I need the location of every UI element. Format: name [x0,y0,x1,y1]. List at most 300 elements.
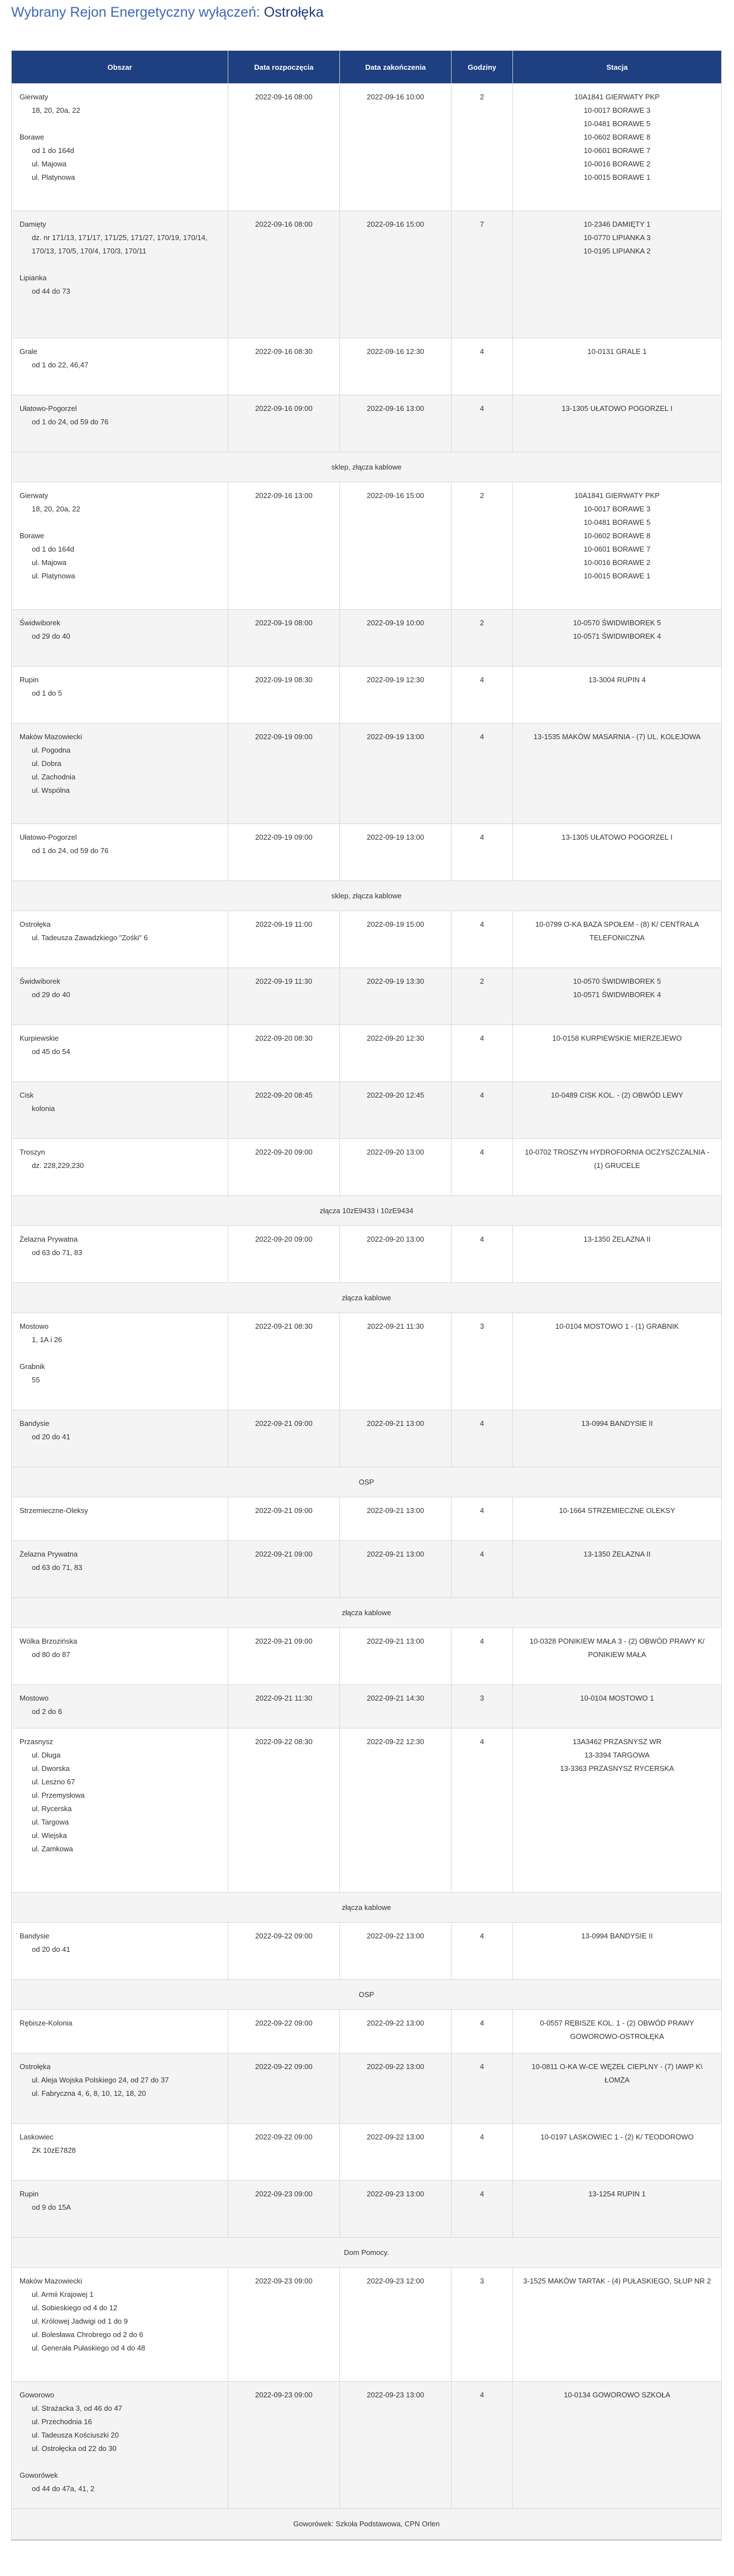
hours-cell: 4 [452,1410,513,1467]
location-block [20,1417,220,1444]
table-row [12,2268,722,2382]
station-name: 13-0994 BANDYSIE II [581,1419,653,1428]
start-date-cell: 2022-09-21 09:00 [228,1628,340,1685]
hours-cell: 4 [452,1226,513,1283]
location-name: Żelazna Prywatna [20,1550,78,1558]
end-date-cell: 2022-09-19 13:30 [340,968,452,1025]
location-detail: ul. Sobieskiego od 4 do 12 [32,2304,118,2312]
hours-cell: 4 [452,395,513,452]
hours-cell: 3 [452,1685,513,1728]
end-date-cell: 2022-09-16 12:30 [340,338,452,395]
start-date-cell: 2022-09-22 09:00 [228,2124,340,2181]
start-date-cell: 2022-09-22 09:00 [228,1923,340,1980]
location-detail: od 1 do 24, od 59 do 76 [32,846,109,855]
station-name: 10-0195 LIPIANKA 2 [583,247,651,255]
location-detail: ul. Długa [32,1751,61,1759]
hours-cell: 4 [452,1628,513,1685]
location-name: Laskowiec [20,2133,54,2141]
end-date-cell: 2022-09-16 10:00 [340,84,452,211]
area-cell [12,610,228,667]
station-cell [513,2010,722,2053]
station-cell [513,1628,722,1685]
note-cell: OSP [12,1467,722,1497]
start-date-cell: 2022-09-19 08:00 [228,610,340,667]
area-cell [12,1082,228,1139]
location-detail: 18, 20, 20a, 22 [32,106,80,114]
location-name: Gierwaty [20,93,49,101]
note-row [12,1893,722,1923]
location-detail: od 44 do 47a, 41, 2 [32,2484,95,2493]
location-block [20,131,220,184]
table-row [12,1728,722,1893]
hours-cell: 3 [452,1313,513,1410]
start-date-cell: 2022-09-20 08:30 [228,1025,340,1082]
hours-cell: 4 [452,824,513,881]
area-cell [12,482,228,610]
table-row [12,1139,722,1196]
location-detail: ul. Majowa [32,558,67,567]
hours-cell: 4 [452,1497,513,1541]
area-cell [12,211,228,338]
location-block [20,1504,220,1517]
location-block [20,2388,220,2455]
note-cell: Goworówek: Szkoła Podstawowa, CPN Orlen [12,2509,722,2540]
area-cell [12,84,228,211]
start-date-cell: 2022-09-22 08:30 [228,1728,340,1893]
hours-cell: 4 [452,1541,513,1598]
area-cell [12,667,228,724]
start-date-cell: 2022-09-19 09:00 [228,824,340,881]
location-detail: ZK 10zE7828 [32,2146,76,2154]
end-date-cell: 2022-09-23 13:00 [340,2181,452,2238]
station-name: 13-1254 RUPIN 1 [588,2190,646,2198]
area-cell [12,1923,228,1980]
hours-cell: 3 [452,2268,513,2382]
station-cell [513,1025,722,1082]
hours-cell: 4 [452,338,513,395]
location-detail: ul. Przemysłowa [32,1791,85,1799]
hours-cell: 2 [452,84,513,211]
station-name: 10-0328 PONIKIEW MAŁA 3 - (2) OBWÓD PRAWY K/ PONIKIEW MAŁA [529,1637,705,1659]
location-detail: ul. Tadeusza Kościuszki 20 [32,2431,119,2439]
location-detail: od 29 do 40 [32,632,70,640]
end-date-cell: 2022-09-23 12:00 [340,2268,452,2382]
station-cell [513,824,722,881]
location-name: Strzemieczne-Oleksy [20,1506,88,1515]
hours-cell: 4 [452,1025,513,1082]
station-name: 10-0197 LASKOWIEC 1 - (2) K/ TEODOROWO [540,2133,694,2141]
location-detail: od 2 do 6 [32,1707,63,1716]
area-cell [12,338,228,395]
location-name: Cisk [20,1091,34,1099]
end-date-cell: 2022-09-21 13:00 [340,1410,452,1467]
area-cell [12,1313,228,1410]
station-cell [513,724,722,824]
station-name: 10-2346 DAMIĘTY 1 [583,220,651,228]
note-row [12,881,722,911]
station-cell [513,911,722,968]
table-row [12,824,722,881]
location-block [20,616,220,643]
location-block [20,1735,220,1856]
location-detail: ul. Bolesława Chrobrego od 2 do 6 [32,2330,143,2339]
hours-cell: 4 [452,667,513,724]
location-detail: od 1 do 164d [32,545,74,553]
area-cell [12,395,228,452]
location-block [20,1146,220,1172]
table-row [12,2124,722,2181]
column-header-hours[interactable]: Godziny [452,51,513,84]
location-detail: ul. Królowej Jadwigi od 1 do 9 [32,2317,128,2325]
table-row [12,2053,722,2124]
station-name: 13-3004 RUPIN 4 [588,676,646,684]
table-row [12,1497,722,1541]
station-cell [513,968,722,1025]
column-header-station[interactable]: Stacja [513,51,722,84]
note-cell: złącza 10zE9433 i 10zE9434 [12,1196,722,1226]
hours-cell: 4 [452,2382,513,2509]
location-block [20,90,220,117]
location-detail: kolonia [32,1104,55,1113]
station-name: 10-0015 BORAWE 1 [583,173,651,181]
location-block [20,1548,220,1574]
start-date-cell: 2022-09-21 09:00 [228,1541,340,1598]
note-row [12,452,722,482]
location-name: Maków Mazowiecki [20,2277,82,2285]
note-row [12,1598,722,1628]
end-date-cell: 2022-09-22 13:00 [340,2010,452,2053]
note-cell: OSP [12,1980,722,2010]
note-cell: Dom Pomocy. [12,2238,722,2268]
location-block [20,271,220,298]
end-date-cell: 2022-09-22 13:00 [340,2124,452,2181]
hours-cell: 4 [452,2124,513,2181]
station-cell [513,610,722,667]
station-name: 13A3462 PRZASNYSZ WR [573,1737,661,1746]
hours-cell: 4 [452,724,513,824]
table-row [12,1541,722,1598]
table-row [12,1082,722,1139]
station-name: 10-0131 GRALE 1 [587,347,647,356]
hours-cell: 2 [452,968,513,1025]
location-detail: ul. Leszno 67 [32,1778,75,1786]
table-row [12,84,722,211]
location-detail: ul. Generała Pułaskiego od 4 do 48 [32,2344,146,2352]
station-cell [513,482,722,610]
location-block [20,529,220,583]
location-detail: 18, 20, 20a, 22 [32,505,80,513]
note-cell: złącza kablowe [12,1598,722,1628]
start-date-cell: 2022-09-16 08:00 [228,211,340,338]
station-cell [513,1226,722,1283]
station-name: 10-0134 GOWOROWO SZKOŁA [564,2391,670,2399]
start-date-cell: 2022-09-21 08:30 [228,1313,340,1410]
station-name: 13-1305 UŁATOWO POGORZEL I [562,404,673,413]
station-name: 13-0994 BANDYSIE II [581,1932,653,1940]
station-cell [513,1313,722,1410]
hours-cell: 4 [452,2010,513,2053]
location-name: Bandysie [20,1419,50,1428]
end-date-cell: 2022-09-21 13:00 [340,1497,452,1541]
station-cell [513,1082,722,1139]
location-detail: ul. Wspólna [32,786,70,794]
end-date-cell: 2022-09-19 15:00 [340,911,452,968]
table-row [12,1410,722,1467]
location-block [20,2017,220,2030]
location-detail: od 1 do 24, od 59 do 76 [32,418,109,426]
location-detail: 55 [32,1376,40,1384]
station-name: 0-0557 RĘBISZE KOL. 1 - (2) OBWÓD PRAWY GOWOROWO-OSTROŁĘKA [540,2019,694,2041]
table-row [12,724,722,824]
station-name: 10-1664 STRZEMIECZNE OLEKSY [559,1506,675,1515]
end-date-cell: 2022-09-20 12:45 [340,1082,452,1139]
station-name: 10A1841 GIERWATY PKP [574,491,660,500]
location-block [20,1929,220,1956]
station-name: 13-1535 MAKÓW MASARNIA - (7) UL. KOLEJOWA [533,732,701,741]
location-name: Grale [20,347,37,356]
station-name: 10-0104 MOSTOWO 1 [580,1694,654,1702]
location-detail: ul. Dobra [32,759,61,768]
location-detail: od 29 do 40 [32,990,70,999]
location-block [20,402,220,429]
location-name: Maków Mazowiecki [20,732,82,741]
station-name: 10-0158 KURPIEWSKIE MIERZEJEWO [552,1034,682,1042]
area-cell [12,968,228,1025]
hours-cell: 7 [452,211,513,338]
station-cell [513,338,722,395]
end-date-cell: 2022-09-19 10:00 [340,610,452,667]
location-detail: ul. Pogodna [32,746,71,754]
end-date-cell: 2022-09-16 13:00 [340,395,452,452]
end-date-cell: 2022-09-22 12:30 [340,1728,452,1893]
station-name: 13-3394 TARGOWA [584,1751,650,1759]
location-name: Borawe [20,532,45,540]
table-header-row [12,51,722,84]
end-date-cell: 2022-09-19 13:00 [340,824,452,881]
end-date-cell: 2022-09-21 13:00 [340,1628,452,1685]
location-block [20,2275,220,2355]
start-date-cell: 2022-09-19 08:30 [228,667,340,724]
location-name: Świdwiborek [20,977,60,985]
location-name: Rupin [20,2190,39,2198]
location-detail: 1, 1A i 26 [32,1335,63,1344]
area-cell [12,2268,228,2382]
note-row [12,1283,722,1313]
location-detail: ul. Zamkowa [32,1845,73,1853]
station-name: 10-0017 BORAWE 3 [583,505,651,513]
column-header-end[interactable]: Data zakończenia [340,51,452,84]
location-detail: od 9 do 15A [32,2203,71,2211]
location-name: Goworówek [20,2471,58,2479]
station-name: 10-0481 BORAWE 5 [583,119,651,128]
table-row [12,1025,722,1082]
column-header-start[interactable]: Data rozpoczęcia [228,51,340,84]
station-name: 10-0799 O-KA BAZA SPOŁEM - (8) K/ CENTRALA TELEFONICZNA [535,920,699,942]
station-cell [513,1923,722,1980]
start-date-cell: 2022-09-21 09:00 [228,1410,340,1467]
location-block [20,1089,220,1115]
location-detail: od 63 do 71, 83 [32,1563,83,1572]
location-name: Przasnysz [20,1737,53,1746]
region-name: Ostrołęka [263,4,324,20]
end-date-cell: 2022-09-16 15:00 [340,211,452,338]
station-cell [513,211,722,338]
station-name: 10-0570 ŚWIDWIBOREK 5 [573,619,661,627]
area-cell [12,2124,228,2181]
table-row [12,482,722,610]
start-date-cell: 2022-09-23 09:00 [228,2382,340,2509]
station-cell [513,84,722,211]
table-row [12,1313,722,1410]
location-block [20,218,220,258]
hours-cell: 4 [452,2053,513,2124]
station-cell [513,1410,722,1467]
location-name: Kurpiewskie [20,1034,59,1042]
location-detail: ul. Platynowa [32,173,75,181]
location-name: Lipianka [20,274,47,282]
location-detail: ul. Rycerska [32,1804,72,1813]
station-cell [513,1497,722,1541]
location-block [20,831,220,858]
area-cell [12,724,228,824]
location-name: Mostowo [20,1322,49,1330]
location-name: Żelazna Prywatna [20,1235,78,1243]
location-block [20,2060,220,2100]
location-detail: od 44 do 73 [32,287,70,295]
note-row [12,2509,722,2540]
location-detail: ul. Tadeusza Zawadzkiego "Zośki" 6 [32,933,148,942]
area-cell [12,2053,228,2124]
table-row [12,2382,722,2509]
note-row [12,2238,722,2268]
station-name: 10-0601 BORAWE 7 [583,146,651,155]
station-name: 13-3363 PRZASNYSZ RYCERSKA [560,1764,674,1773]
location-name: Damięty [20,220,46,228]
area-cell [12,911,228,968]
area-cell [12,1226,228,1283]
note-cell: złącza kablowe [12,1893,722,1923]
start-date-cell: 2022-09-21 11:30 [228,1685,340,1728]
location-block [20,1320,220,1347]
start-date-cell: 2022-09-16 09:00 [228,395,340,452]
station-cell [513,1139,722,1196]
table-row [12,1226,722,1283]
area-cell [12,1628,228,1685]
station-cell [513,1728,722,1893]
station-name: 10-0016 BORAWE 2 [583,558,651,567]
end-date-cell: 2022-09-21 13:00 [340,1541,452,1598]
area-cell [12,1728,228,1893]
table-row [12,911,722,968]
location-name: Mostowo [20,1694,49,1702]
location-name: Wólka Brzozińska [20,1637,78,1645]
area-cell [12,1139,228,1196]
end-date-cell: 2022-09-20 13:00 [340,1139,452,1196]
start-date-cell: 2022-09-23 09:00 [228,2181,340,2238]
station-name: 10-0602 BORAWE 8 [583,133,651,141]
location-name: Rębisze-Kolonia [20,2019,73,2027]
station-name: 10-0016 BORAWE 2 [583,160,651,168]
page-title-prefix: Wybrany Rejon Energetyczny wyłączeń: [11,4,264,20]
station-name: 13-1305 UŁATOWO POGORZEL I [562,833,673,841]
end-date-cell: 2022-09-20 13:00 [340,1226,452,1283]
start-date-cell: 2022-09-19 09:00 [228,724,340,824]
table-row [12,2010,722,2053]
area-cell [12,1541,228,1598]
station-name: 13-1350 ŻELAZNA II [583,1550,651,1558]
start-date-cell: 2022-09-22 09:00 [228,2010,340,2053]
location-detail: ul. Dworska [32,1764,70,1773]
location-detail: ul. Targowa [32,1818,69,1826]
location-name: Borawe [20,133,45,141]
station-name: 10-0811 O-KA W-CE WĘZEŁ CIEPLNY - (7) IAWP K\ ŁOMŻA [531,2062,703,2084]
outage-table [11,50,722,2541]
start-date-cell: 2022-09-20 08:45 [228,1082,340,1139]
location-block [20,918,220,945]
table-row [12,395,722,452]
location-block [20,1360,220,1387]
area-cell [12,1025,228,1082]
station-name: 10-0104 MOSTOWO 1 - (1) GRABNIK [555,1322,679,1330]
end-date-cell: 2022-09-22 13:00 [340,2053,452,2124]
station-cell [513,395,722,452]
station-name: 10-0602 BORAWE 8 [583,532,651,540]
location-block [20,2130,220,2157]
table-row [12,610,722,667]
location-detail: ul. Majowa [32,160,67,168]
station-name: 13-1350 ŻELAZNA II [583,1235,651,1243]
station-cell [513,2382,722,2509]
station-cell [513,1541,722,1598]
location-detail: od 20 do 41 [32,1433,70,1441]
hours-cell: 4 [452,1728,513,1893]
end-date-cell: 2022-09-16 15:00 [340,482,452,610]
station-name: 10-0481 BORAWE 5 [583,518,651,526]
station-cell [513,667,722,724]
location-detail: ul. Platynowa [32,572,75,580]
location-detail: ul. Strażacka 3, od 46 do 47 [32,2404,122,2412]
hours-cell: 2 [452,610,513,667]
hours-cell: 2 [452,482,513,610]
start-date-cell: 2022-09-16 08:30 [228,338,340,395]
start-date-cell: 2022-09-19 11:00 [228,911,340,968]
end-date-cell: 2022-09-20 12:30 [340,1025,452,1082]
station-cell [513,2053,722,2124]
table-row [12,1923,722,1980]
station-name: 10-0489 CISK KOL. - (2) OBWÓD LEWY [551,1091,683,1099]
end-date-cell: 2022-09-19 13:00 [340,724,452,824]
location-block [20,2469,220,2496]
station-name: 10-0601 BORAWE 7 [583,545,651,553]
table-row [12,338,722,395]
area-cell [12,1410,228,1467]
location-detail: od 1 do 164d [32,146,74,155]
table-row [12,667,722,724]
start-date-cell: 2022-09-16 08:00 [228,84,340,211]
station-name: 10-0770 LIPIANKA 3 [583,233,651,242]
end-date-cell: 2022-09-21 14:30 [340,1685,452,1728]
note-row [12,1196,722,1226]
location-block [20,489,220,516]
start-date-cell: 2022-09-23 09:00 [228,2268,340,2382]
column-header-area[interactable]: Obszar [12,51,228,84]
hours-cell: 4 [452,1139,513,1196]
table-row [12,2181,722,2238]
location-detail: od 45 do 54 [32,1047,70,1056]
station-name: 10-0702 TROSZYN HYDROFORNIA OCZYSZCZALNIA - (1) GRUCELE [525,1148,709,1170]
start-date-cell: 2022-09-20 09:00 [228,1139,340,1196]
station-name: 10-0570 ŚWIDWIBOREK 5 [573,977,661,985]
